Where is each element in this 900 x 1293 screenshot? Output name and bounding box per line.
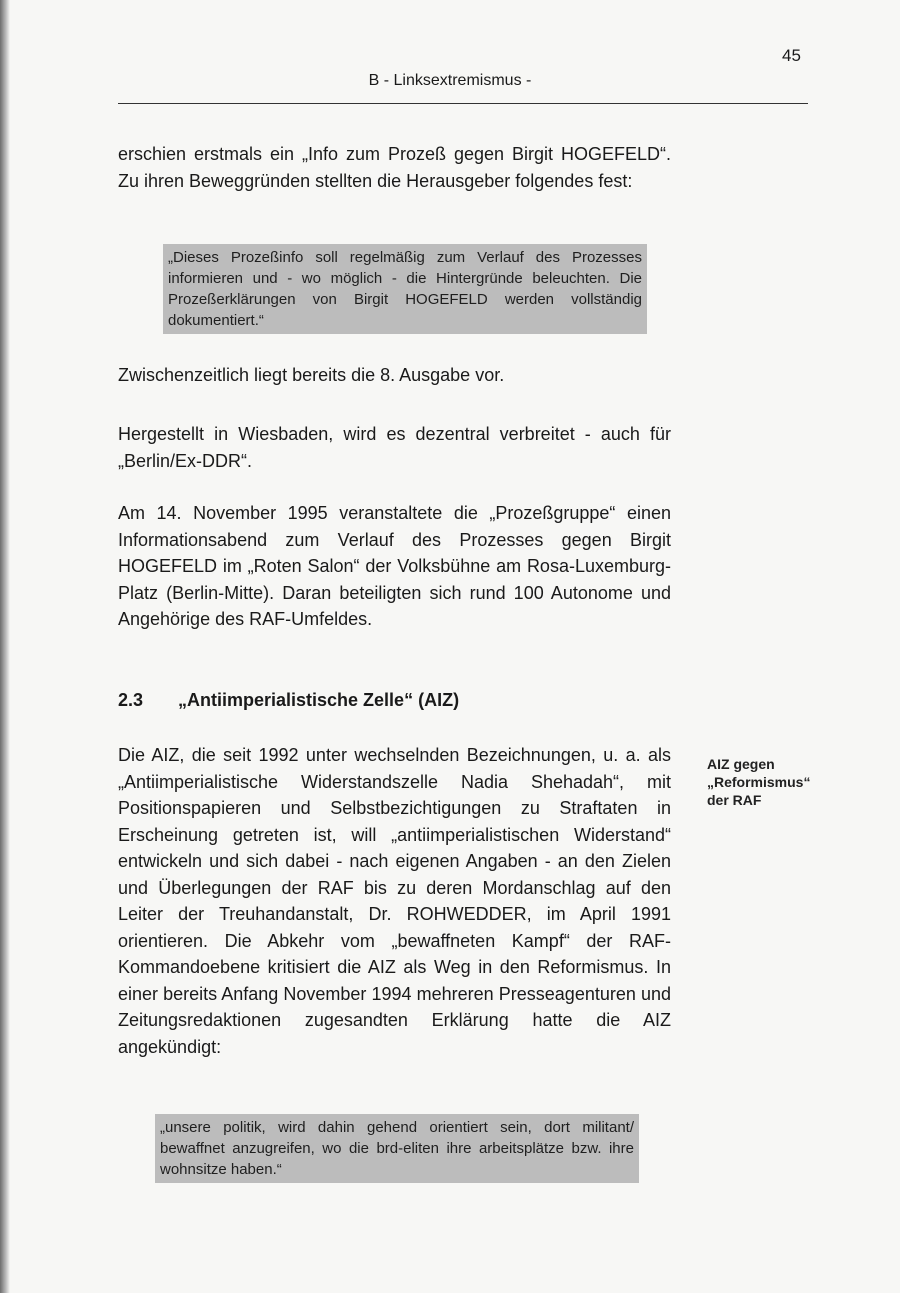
paragraph-aiz <box>118 742 671 1060</box>
section-number: 2.3 <box>118 690 144 710</box>
quote-text: „unsere politik, wird dahin gehend orientiert sein, dort militant/ bewaffnet anzugreifen, wo die brd-eliten ihre arbeitsplätze bzw. ihre wohnsitze haben.“ <box>160 1119 634 1178</box>
paragraph-wiesbaden <box>118 421 671 474</box>
quote-block-prozessinfo <box>163 244 647 334</box>
paragraph-informationsabend <box>118 500 671 633</box>
section-heading <box>118 690 459 711</box>
binding-edge <box>0 0 10 1293</box>
intro-paragraph-text: erschien erstmals ein „Info zum Prozeß gegen Birgit HOGEFELD“. Zu ihren Beweggründen stellten die Herausgeber folgendes fest: <box>118 144 671 191</box>
running-header: B - Linksextremismus - <box>368 72 532 89</box>
section-title: „Antiimperialistische Zelle“ (AIZ) <box>178 690 460 710</box>
paragraph-informationsabend-text: Am 14. November 1995 veranstaltete die „Prozeßgruppe“ einen Informationsabend zum Verlauf des Prozesses gegen Birgit HOGEFELD im „Roten Salon“ der Volksbühne am Rosa-Luxemburg-Platz (Berlin-Mitte). Daran beteiligten sich rund 100 Autonome und Angehörige des RAF-Umfeldes. <box>118 503 671 629</box>
paragraph-aiz-text: Die AIZ, die seit 1992 unter wechselnden Bezeichnungen, u. a. als „Antiimperialistische Widerstandszelle Nadia Shehadah“, mit Positionspapieren und Selbstbezichtigungen zu Straftaten in Erscheinung getreten ist, will „antiimperialistischen Widerstand“ entwickeln und sich dabei - nach eigenen Angaben - an den Zielen und Überlegungen der RAF bis zu deren Mordanschlag auf den Leiter der Treuhandanstalt, Dr. ROHWEDDER, im April 1991 orientieren. Die Abkehr vom „bewaffneten Kampf“ der RAF-Kommandoebene kritisiert die AIZ als Weg in den Reformismus. In einer bereits Anfang November 1994 mehreren Presseagenturen und Zeitungsredaktionen zugesandten Erklärung hatte die AIZ angekündigt: <box>118 745 671 1057</box>
margin-note: AIZ gegen „Reformismus“ der RAF <box>707 756 811 808</box>
header-rule <box>118 103 808 104</box>
paragraph-ausgabe <box>118 362 671 389</box>
paragraph-ausgabe-text: Zwischenzeitlich liegt bereits die 8. Ausgabe vor. <box>118 365 505 385</box>
intro-paragraph <box>118 141 671 194</box>
paragraph-wiesbaden-text: Hergestellt in Wiesbaden, wird es dezentral verbreitet - auch für „Berlin/Ex-DDR“. <box>118 424 671 471</box>
page-number: 45 <box>782 46 801 65</box>
quote-block-aiz <box>155 1114 639 1183</box>
quote-text: „Dieses Prozeßinfo soll regelmäßig zum Verlauf des Prozesses informieren und - wo möglich - die Hintergründe beleuchten. Die Prozeßerklärungen von Birgit HOGEFELD werden vollständig dokumentiert.“ <box>168 249 642 329</box>
